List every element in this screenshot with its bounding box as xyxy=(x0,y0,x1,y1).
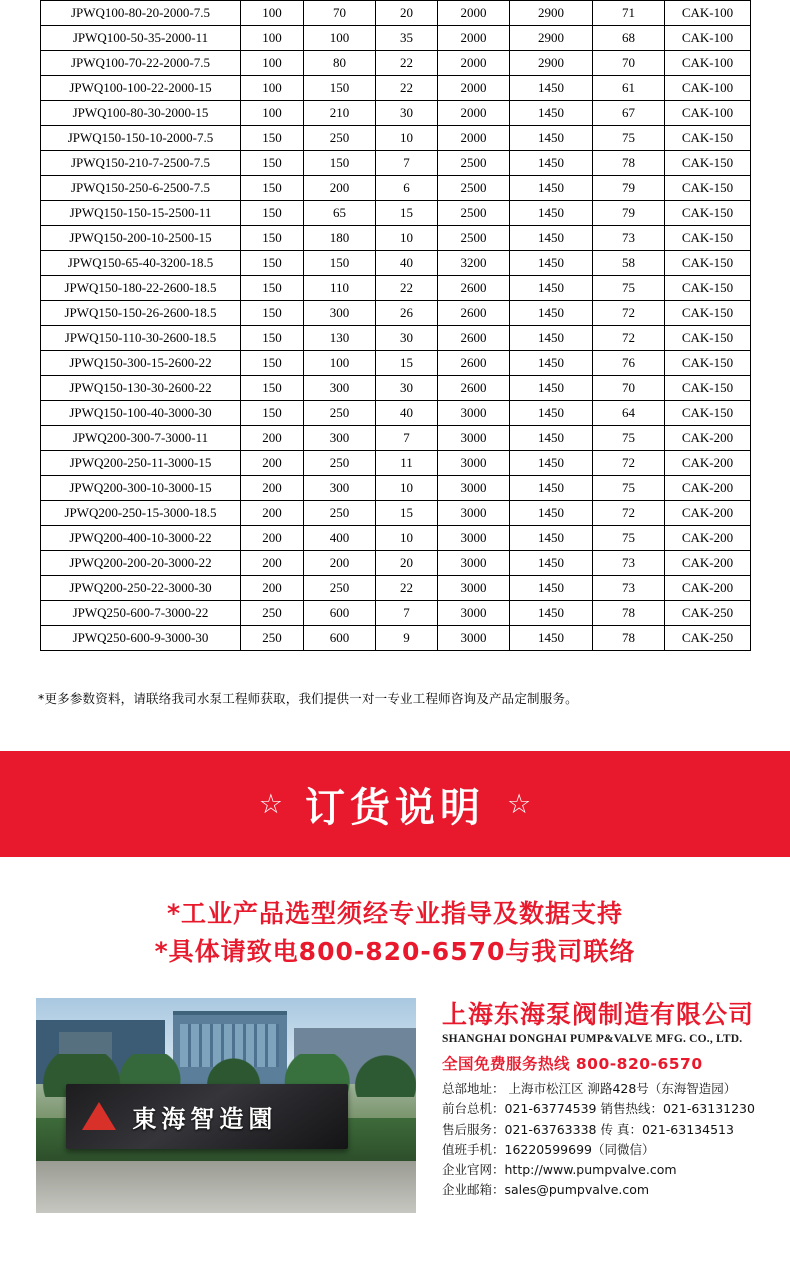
cell-value: 71 xyxy=(593,1,665,26)
cell-value: 150 xyxy=(241,176,304,201)
cell-model: JPWQ150-150-10-2000-7.5 xyxy=(41,126,241,151)
cell-model: JPWQ150-150-15-2500-11 xyxy=(41,201,241,226)
cell-value: 1450 xyxy=(510,351,593,376)
cell-value: 70 xyxy=(593,376,665,401)
table-row xyxy=(41,201,751,226)
cell-value: 150 xyxy=(241,126,304,151)
cell-model: JPWQ200-300-7-3000-11 xyxy=(41,426,241,451)
cell-value: 40 xyxy=(376,251,438,276)
cell-model: JPWQ150-150-26-2600-18.5 xyxy=(41,301,241,326)
cell-value: 300 xyxy=(304,301,376,326)
cell-value: 250 xyxy=(241,601,304,626)
cell-value: 210 xyxy=(304,101,376,126)
cell-value: 3000 xyxy=(438,576,510,601)
cell-value: 150 xyxy=(304,76,376,101)
cell-value: 2900 xyxy=(510,26,593,51)
cell-value: 2000 xyxy=(438,26,510,51)
cell-value: CAK-250 xyxy=(665,626,751,651)
company-hotline: 全国免费服务热线 800-820-6570 xyxy=(442,1055,703,1073)
cell-value: CAK-200 xyxy=(665,526,751,551)
cell-value: 1450 xyxy=(510,551,593,576)
order-instructions-banner xyxy=(0,751,790,857)
table-row xyxy=(41,626,751,651)
cell-value: 110 xyxy=(304,276,376,301)
cell-value: 3000 xyxy=(438,501,510,526)
cell-model: JPWQ150-110-30-2600-18.5 xyxy=(41,326,241,351)
cell-value: 67 xyxy=(593,101,665,126)
cell-value: 75 xyxy=(593,476,665,501)
table-row xyxy=(41,76,751,101)
cell-model: JPWQ200-250-11-3000-15 xyxy=(41,451,241,476)
cell-value: 1450 xyxy=(510,626,593,651)
cell-value: CAK-100 xyxy=(665,51,751,76)
company-presales: 前台总机：021-63774539 销售热线：021-63131230 xyxy=(442,1101,755,1117)
cell-value: CAK-150 xyxy=(665,401,751,426)
table-row xyxy=(41,151,751,176)
table-row xyxy=(41,226,751,251)
cell-value: 600 xyxy=(304,626,376,651)
cell-value: CAK-150 xyxy=(665,151,751,176)
cell-value: CAK-200 xyxy=(665,576,751,601)
cell-value: CAK-150 xyxy=(665,376,751,401)
cell-value: 7 xyxy=(376,151,438,176)
table-row xyxy=(41,276,751,301)
cell-value: 40 xyxy=(376,401,438,426)
cell-value: 79 xyxy=(593,176,665,201)
cell-value: CAK-150 xyxy=(665,126,751,151)
table-row xyxy=(41,101,751,126)
cell-value: 30 xyxy=(376,326,438,351)
cell-value: 200 xyxy=(241,526,304,551)
cell-value: 200 xyxy=(304,551,376,576)
star-icon-right: ☆ xyxy=(507,788,532,819)
cell-value: 150 xyxy=(241,351,304,376)
cell-value: 150 xyxy=(241,276,304,301)
cell-value: 78 xyxy=(593,626,665,651)
table-row xyxy=(41,51,751,76)
cell-value: 1450 xyxy=(510,601,593,626)
photo-sign-stone xyxy=(66,1084,347,1149)
table-row xyxy=(41,301,751,326)
cell-value: 75 xyxy=(593,126,665,151)
table-row xyxy=(41,576,751,601)
cell-value: 75 xyxy=(593,276,665,301)
cell-value: 100 xyxy=(241,101,304,126)
cell-value: 1450 xyxy=(510,426,593,451)
cell-value: 3000 xyxy=(438,451,510,476)
cell-value: 250 xyxy=(304,126,376,151)
cell-model: JPWQ150-250-6-2500-7.5 xyxy=(41,176,241,201)
cell-value: 250 xyxy=(304,451,376,476)
cell-value: CAK-100 xyxy=(665,1,751,26)
cell-value: 22 xyxy=(376,276,438,301)
cell-model: JPWQ200-250-15-3000-18.5 xyxy=(41,501,241,526)
cell-value: 73 xyxy=(593,551,665,576)
highlight-line-2: *具体请致电800-820-6570与我司联络 xyxy=(154,936,636,966)
cell-value: 15 xyxy=(376,351,438,376)
cell-value: 3000 xyxy=(438,401,510,426)
cell-value: 26 xyxy=(376,301,438,326)
cell-value: 600 xyxy=(304,601,376,626)
table-row xyxy=(41,501,751,526)
cell-value: 150 xyxy=(241,301,304,326)
cell-value: 15 xyxy=(376,201,438,226)
cell-value: CAK-200 xyxy=(665,501,751,526)
cell-value: 61 xyxy=(593,76,665,101)
highlight-block xyxy=(0,895,790,970)
company-website[interactable]: 企业官网：http://www.pumpvalve.com xyxy=(442,1162,677,1177)
cell-value: 200 xyxy=(241,451,304,476)
company-address: 总部地址： 上海市松江区 泖路428号（东海智造园） xyxy=(442,1081,737,1096)
cell-model: JPWQ150-130-30-2600-22 xyxy=(41,376,241,401)
cell-value: 3000 xyxy=(438,426,510,451)
cell-value: CAK-150 xyxy=(665,326,751,351)
table-row xyxy=(41,426,751,451)
cell-value: CAK-150 xyxy=(665,201,751,226)
cell-value: 10 xyxy=(376,226,438,251)
cell-value: 100 xyxy=(241,26,304,51)
cell-value: 2600 xyxy=(438,326,510,351)
cell-value: 250 xyxy=(304,576,376,601)
cell-value: CAK-200 xyxy=(665,476,751,501)
star-icon-left: ☆ xyxy=(258,788,283,819)
cell-value: 1450 xyxy=(510,451,593,476)
cell-value: 150 xyxy=(241,251,304,276)
cell-value: 2600 xyxy=(438,351,510,376)
cell-model: JPWQ200-250-22-3000-30 xyxy=(41,576,241,601)
table-row xyxy=(41,601,751,626)
cell-value: 100 xyxy=(241,1,304,26)
cell-model: JPWQ100-100-22-2000-15 xyxy=(41,76,241,101)
table-row xyxy=(41,451,751,476)
cell-value: 22 xyxy=(376,76,438,101)
photo-ground xyxy=(36,1161,416,1213)
company-info xyxy=(442,998,755,1201)
banner-title: 订货说明 xyxy=(305,784,485,831)
cell-value: 200 xyxy=(241,501,304,526)
cell-value: 1450 xyxy=(510,176,593,201)
cell-value: 250 xyxy=(241,626,304,651)
cell-value: 100 xyxy=(304,26,376,51)
cell-value: CAK-150 xyxy=(665,351,751,376)
cell-value: 150 xyxy=(304,251,376,276)
cell-value: 1450 xyxy=(510,126,593,151)
cell-value: 400 xyxy=(304,526,376,551)
cell-value: 3200 xyxy=(438,251,510,276)
cell-model: JPWQ100-50-35-2000-11 xyxy=(41,26,241,51)
cell-value: 35 xyxy=(376,26,438,51)
company-logo-icon xyxy=(80,1098,120,1134)
cell-value: 78 xyxy=(593,601,665,626)
table-row xyxy=(41,376,751,401)
cell-value: 3000 xyxy=(438,601,510,626)
table-row xyxy=(41,351,751,376)
cell-value: 10 xyxy=(376,526,438,551)
cell-model: JPWQ150-65-40-3200-18.5 xyxy=(41,251,241,276)
cell-value: 58 xyxy=(593,251,665,276)
cell-value: 200 xyxy=(241,426,304,451)
cell-value: 78 xyxy=(593,151,665,176)
cell-value: 150 xyxy=(241,226,304,251)
cell-model: JPWQ150-200-10-2500-15 xyxy=(41,226,241,251)
cell-value: 2900 xyxy=(510,1,593,26)
cell-value: 250 xyxy=(304,401,376,426)
cell-value: 1450 xyxy=(510,526,593,551)
cell-value: 3000 xyxy=(438,626,510,651)
cell-value: 1450 xyxy=(510,326,593,351)
cell-value: CAK-150 xyxy=(665,176,751,201)
cell-value: 73 xyxy=(593,226,665,251)
cell-value: CAK-150 xyxy=(665,226,751,251)
company-aftersales: 售后服务：021-63763338 传 真：021-63134513 xyxy=(442,1121,734,1137)
cell-value: 180 xyxy=(304,226,376,251)
cell-value: 200 xyxy=(304,176,376,201)
table-row xyxy=(41,476,751,501)
cell-value: 64 xyxy=(593,401,665,426)
cell-value: CAK-150 xyxy=(665,301,751,326)
cell-value: 2500 xyxy=(438,226,510,251)
cell-value: 1450 xyxy=(510,76,593,101)
table-row xyxy=(41,126,751,151)
cell-value: 3000 xyxy=(438,476,510,501)
cell-value: 10 xyxy=(376,126,438,151)
photo-sign-text: 東海智造園 xyxy=(132,1104,278,1133)
cell-value: CAK-250 xyxy=(665,601,751,626)
cell-model: JPWQ200-300-10-3000-15 xyxy=(41,476,241,501)
cell-value: 1450 xyxy=(510,226,593,251)
cell-value: 1450 xyxy=(510,501,593,526)
company-mobile: 值班手机：16220599699（同微信） xyxy=(442,1141,655,1157)
table-footnote: *更多参数资料，请联络我司水泵工程师获取，我们提供一对一专业工程师咨询及产品定制服务。 xyxy=(38,691,578,706)
cell-value: 100 xyxy=(241,76,304,101)
cell-model: JPWQ150-210-7-2500-7.5 xyxy=(41,151,241,176)
cell-value: 2600 xyxy=(438,301,510,326)
cell-value: 1450 xyxy=(510,401,593,426)
cell-value: 15 xyxy=(376,501,438,526)
cell-value: 100 xyxy=(241,51,304,76)
cell-model: JPWQ100-80-30-2000-15 xyxy=(41,101,241,126)
table-row xyxy=(41,1,751,26)
cell-value: 20 xyxy=(376,1,438,26)
cell-value: 150 xyxy=(241,151,304,176)
table-row xyxy=(41,526,751,551)
cell-value: 80 xyxy=(304,51,376,76)
cell-value: 7 xyxy=(376,426,438,451)
company-name-cn: 上海东海泵阀制造有限公司 xyxy=(442,1000,755,1029)
cell-value: 2600 xyxy=(438,376,510,401)
cell-value: 22 xyxy=(376,576,438,601)
cell-value: 250 xyxy=(304,501,376,526)
cell-value: 68 xyxy=(593,26,665,51)
cell-value: 20 xyxy=(376,551,438,576)
cell-value: 73 xyxy=(593,576,665,601)
cell-value: 2000 xyxy=(438,1,510,26)
cell-model: JPWQ250-600-9-3000-30 xyxy=(41,626,241,651)
cell-value: 72 xyxy=(593,301,665,326)
company-contact-lines xyxy=(442,1079,755,1201)
cell-value: 2000 xyxy=(438,76,510,101)
cell-value: 1450 xyxy=(510,376,593,401)
cell-value: 1450 xyxy=(510,476,593,501)
cell-value: 100 xyxy=(304,351,376,376)
cell-value: 2500 xyxy=(438,176,510,201)
table-row xyxy=(41,251,751,276)
cell-value: 2000 xyxy=(438,101,510,126)
cell-value: 75 xyxy=(593,526,665,551)
cell-value: 72 xyxy=(593,501,665,526)
factory-photo xyxy=(36,998,416,1213)
highlight-line-1: *工业产品选型须经专业指导及数据支持 xyxy=(166,899,624,928)
cell-value: 9 xyxy=(376,626,438,651)
table-row xyxy=(41,551,751,576)
cell-model: JPWQ200-200-20-3000-22 xyxy=(41,551,241,576)
cell-value: 200 xyxy=(241,551,304,576)
cell-value: 150 xyxy=(241,201,304,226)
cell-value: 70 xyxy=(304,1,376,26)
cell-value: 2900 xyxy=(510,51,593,76)
cell-model: JPWQ150-180-22-2600-18.5 xyxy=(41,276,241,301)
cell-value: 300 xyxy=(304,376,376,401)
cell-value: 1450 xyxy=(510,301,593,326)
cell-value: 300 xyxy=(304,476,376,501)
cell-value: CAK-200 xyxy=(665,426,751,451)
footer xyxy=(0,998,790,1235)
cell-value: 75 xyxy=(593,426,665,451)
cell-model: JPWQ150-300-15-2600-22 xyxy=(41,351,241,376)
cell-value: 6 xyxy=(376,176,438,201)
cell-value: CAK-200 xyxy=(665,451,751,476)
cell-value: 130 xyxy=(304,326,376,351)
cell-value: 11 xyxy=(376,451,438,476)
cell-value: 1450 xyxy=(510,276,593,301)
cell-value: 7 xyxy=(376,601,438,626)
cell-value: 30 xyxy=(376,376,438,401)
cell-value: 10 xyxy=(376,476,438,501)
cell-value: 200 xyxy=(241,576,304,601)
cell-value: 2600 xyxy=(438,276,510,301)
cell-model: JPWQ100-80-20-2000-7.5 xyxy=(41,1,241,26)
cell-value: 1450 xyxy=(510,101,593,126)
cell-value: 1450 xyxy=(510,201,593,226)
cell-value: 65 xyxy=(304,201,376,226)
company-name-en: SHANGHAI DONGHAI PUMP&VALVE MFG. CO., LTD. xyxy=(442,1033,743,1045)
cell-value: 150 xyxy=(241,376,304,401)
cell-value: CAK-200 xyxy=(665,551,751,576)
cell-value: 3000 xyxy=(438,551,510,576)
cell-model: JPWQ200-400-10-3000-22 xyxy=(41,526,241,551)
cell-model: JPWQ150-100-40-3000-30 xyxy=(41,401,241,426)
cell-value: 2000 xyxy=(438,126,510,151)
cell-value: 22 xyxy=(376,51,438,76)
cell-value: 70 xyxy=(593,51,665,76)
cell-value: 150 xyxy=(241,401,304,426)
cell-value: 2000 xyxy=(438,51,510,76)
spec-table xyxy=(40,0,751,651)
banner-inner xyxy=(259,776,531,833)
company-email[interactable]: 企业邮箱：sales@pumpvalve.com xyxy=(442,1182,650,1198)
cell-model: JPWQ250-600-7-3000-22 xyxy=(41,601,241,626)
cell-value: 150 xyxy=(241,326,304,351)
cell-value: CAK-150 xyxy=(665,251,751,276)
cell-value: 30 xyxy=(376,101,438,126)
cell-value: 2500 xyxy=(438,151,510,176)
cell-value: 3000 xyxy=(438,526,510,551)
cell-model: JPWQ100-70-22-2000-7.5 xyxy=(41,51,241,76)
cell-value: 79 xyxy=(593,201,665,226)
table-row xyxy=(41,176,751,201)
cell-value: 76 xyxy=(593,351,665,376)
cell-value: 150 xyxy=(304,151,376,176)
table-row xyxy=(41,26,751,51)
cell-value: 72 xyxy=(593,326,665,351)
cell-value: CAK-100 xyxy=(665,26,751,51)
cell-value: CAK-100 xyxy=(665,101,751,126)
cell-value: 1450 xyxy=(510,151,593,176)
cell-value: 1450 xyxy=(510,576,593,601)
cell-value: CAK-150 xyxy=(665,276,751,301)
table-row xyxy=(41,326,751,351)
cell-value: 300 xyxy=(304,426,376,451)
cell-value: 72 xyxy=(593,451,665,476)
cell-value: CAK-100 xyxy=(665,76,751,101)
table-row xyxy=(41,401,751,426)
cell-value: 200 xyxy=(241,476,304,501)
cell-value: 2500 xyxy=(438,201,510,226)
cell-value: 1450 xyxy=(510,251,593,276)
